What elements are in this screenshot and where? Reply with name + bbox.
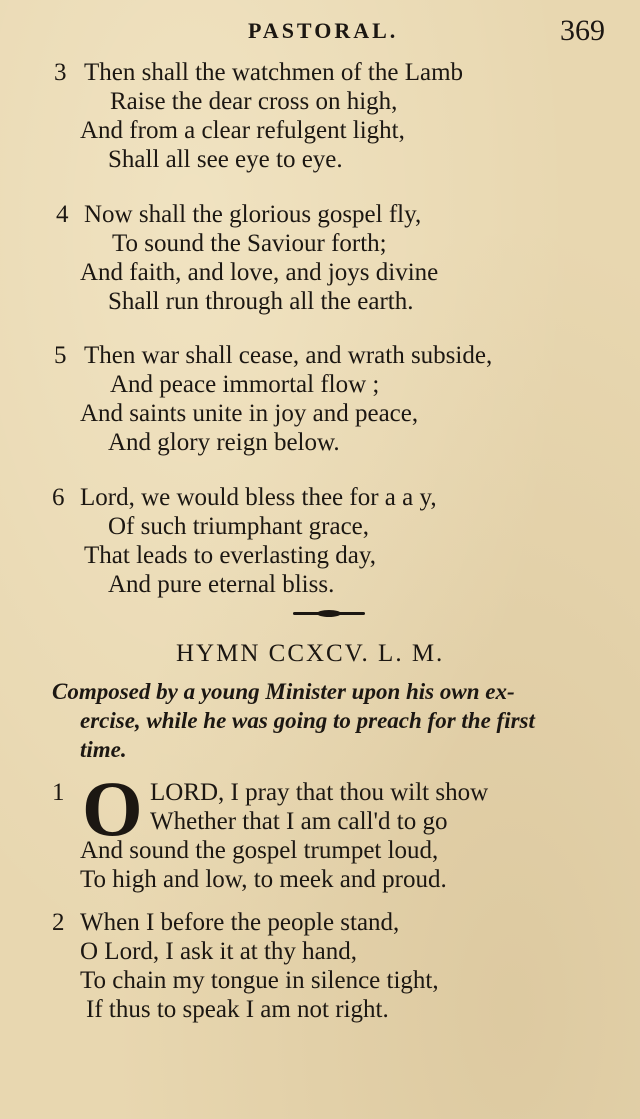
hymn-subtitle-line: Composed by a young Minister upon his own ex- [52,679,515,704]
hymn-subtitle-line: time. [80,737,127,762]
verse-line: If thus to speak I am not right. [86,996,389,1023]
verse-line: Now shall the glorious gospel fly, [84,201,422,228]
stanza-number: 6 [52,484,65,511]
verse-line: Shall run through all the earth. [108,288,414,315]
verse-line: That leads to everlasting day, [84,542,377,569]
divider-ornament [317,610,341,617]
verse-line: And sound the gospel trumpet loud, [80,837,439,864]
stanza-number: 4 [56,201,69,228]
hymn-title: HYMN CCXCV. L. M. [176,640,445,667]
verse-line: And peace immortal flow ; [110,371,380,398]
verse-line: And glory reign below. [108,429,340,456]
verse-line: When I before the people stand, [80,909,400,936]
verse-line: Lord, we would bless thee for a a y, [80,484,437,511]
verse-line: To high and low, to meek and proud. [80,866,447,893]
verse-line: And saints unite in joy and peace, [80,400,419,427]
hymn-subtitle-line: ercise, while he was going to preach for the first [80,708,535,733]
verse-line: And faith, and love, and joys divine [80,259,439,286]
stanza-number: 5 [54,342,67,369]
verse-line: Whether that I am call'd to go [150,808,448,835]
running-head: PASTORAL. [248,18,399,43]
verse-line: LORD, I pray that thou wilt show [150,779,489,806]
page-header [0,14,640,54]
verse-line: And from a clear refulgent light, [80,117,405,144]
verse-line: Then shall the watchmen of the Lamb [84,59,464,86]
verse-line: Of such triumphant grace, [108,513,370,540]
verse-line: And pure eternal bliss. [108,571,335,598]
verse-line: O Lord, I ask it at thy hand, [80,938,358,965]
verse-line: Then war shall cease, and wrath subside, [84,342,493,369]
page-number: 369 [560,14,605,47]
drop-cap: O [82,765,143,852]
stanza-number: 3 [54,59,67,86]
verse-line: Raise the dear cross on high, [110,88,398,115]
verse-line: To chain my tongue in silence tight, [80,967,439,994]
verse-line: To sound the Saviour forth; [112,230,387,257]
verse-number: 1 [52,779,65,806]
verse-number: 2 [52,909,65,936]
verse-line: Shall all see eye to eye. [108,146,343,173]
